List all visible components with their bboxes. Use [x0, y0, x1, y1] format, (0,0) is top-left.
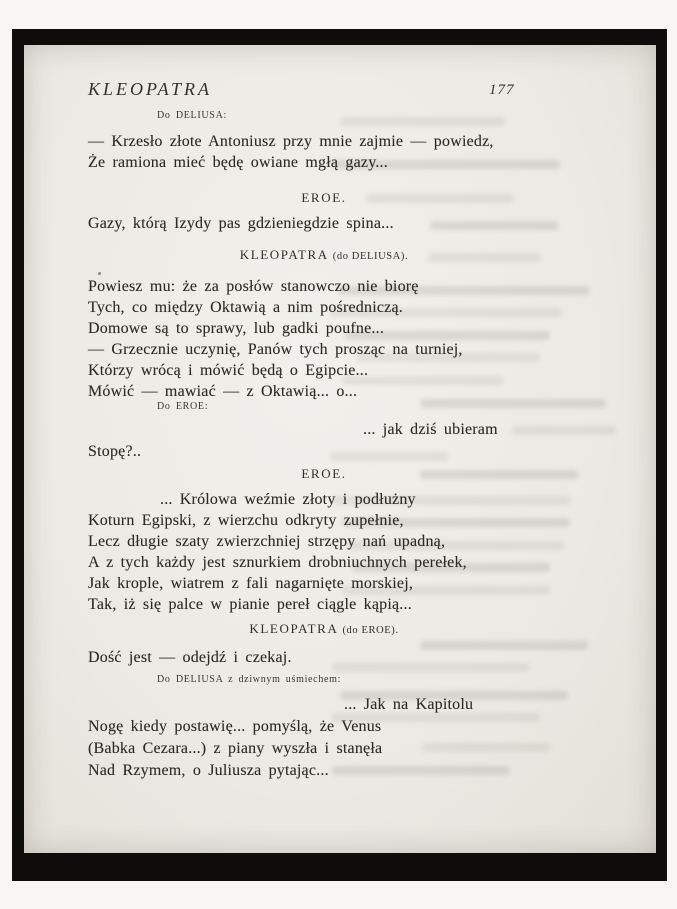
verse-line: Tych, co między Oktawią a nim pośredniczą.	[88, 299, 403, 316]
bleed-through-mark	[420, 641, 588, 650]
verse-line: (Babka Cezara...) z piany wyszła i stanęła	[88, 740, 383, 757]
speaker-heading-eroe-2	[24, 465, 624, 483]
verse-line: A z tych każdy jest sznurkiem drobniuchnych perełek,	[88, 554, 467, 571]
verse-block-kleopatra-2	[88, 276, 463, 402]
speaker-note: (do EROE).	[342, 625, 399, 636]
verse-line-inset: ... jak dziś ubieram	[363, 421, 498, 438]
verse-line: Mówić — mawiać — z Oktawią... o...	[88, 383, 358, 400]
running-header-title: KLEOPATRA	[88, 79, 213, 99]
stage-direction-eroe: Do EROE:	[157, 401, 209, 412]
bleed-through-mark	[430, 221, 558, 230]
verse-line: Że ramiona mieć będę owiane mgłą gazy...	[88, 154, 388, 171]
bleed-through-mark	[330, 452, 448, 461]
stage-direction-delius: Do DELIUSA:	[157, 110, 227, 121]
speaker-name: KLEOPATRA	[249, 621, 339, 636]
verse-line: — Grzecznie uczynię, Panów tych prosząc na turniej,	[88, 341, 463, 358]
page-number: 177	[489, 82, 515, 98]
stage-direction-delius-smile: Do DELIUSA z dziwnym uśmiechem:	[157, 674, 342, 685]
verse-line: — Krzesło złote Antoniusz przy mnie zajmie — powiedz,	[88, 133, 494, 150]
verse-block-kleopatra-5	[88, 716, 382, 782]
verse-line: ... Królowa weźmie złoty i podłużny	[160, 491, 416, 508]
verse-block-kleopatra-3	[88, 441, 141, 462]
speaker-name: KLEOPATRA	[239, 247, 329, 262]
speaker-note: (do DELIUSA).	[332, 251, 409, 262]
verse-line: Domowe są to sprawy, lub gadki poufne...	[88, 320, 385, 337]
verse-line: Lecz długie szaty zwierzchniej strzępy nań upadną,	[88, 533, 446, 550]
verse-block-eroe-1	[88, 213, 394, 234]
speaker-heading-eroe-1	[24, 189, 624, 207]
verse-line: Gazy, którą Izydy pas gdzieniegdzie spina...	[88, 215, 394, 232]
verse-line-inset: ... Jak na Kapitolu	[344, 696, 474, 713]
verse-block-kleopatra-4	[88, 647, 292, 668]
verse-line: Którzy wrócą i mówić będą o Egipcie...	[88, 362, 369, 379]
ink-speck	[98, 272, 101, 275]
verse-line: Jak krople, wiatrem z fali nagarnięte morskiej,	[88, 575, 414, 592]
bleed-through-mark	[422, 743, 550, 752]
bleed-through-mark	[332, 663, 530, 672]
verse-line: Koturn Egipski, z wierzchu odkryty zupełnie,	[88, 512, 404, 529]
verse-line: Stopę?..	[88, 443, 142, 460]
verse-line: Dość jest — odejdź i czekaj.	[88, 649, 292, 666]
bleed-through-mark	[512, 426, 616, 435]
speaker-name: EROE.	[301, 466, 347, 481]
speaker-name: EROE.	[301, 190, 347, 205]
verse-line: Nad Rzymem, o Juliusza pytając...	[88, 762, 329, 779]
bleed-through-mark	[340, 117, 505, 126]
verse-line: Tak, iż się palce w pianie pereł ciągle kąpią...	[88, 596, 412, 613]
verse-line: Powiesz mu: że za posłów stanowczo nie biorę	[88, 278, 419, 295]
speaker-heading-kleopatra-1	[24, 246, 624, 264]
verse-block-kleopatra-1	[88, 131, 494, 173]
verse-block-eroe-2	[88, 489, 467, 615]
verse-line: Nogę kiedy postawię... pomyślą, że Venus	[88, 718, 382, 735]
speaker-heading-kleopatra-2	[24, 620, 624, 638]
